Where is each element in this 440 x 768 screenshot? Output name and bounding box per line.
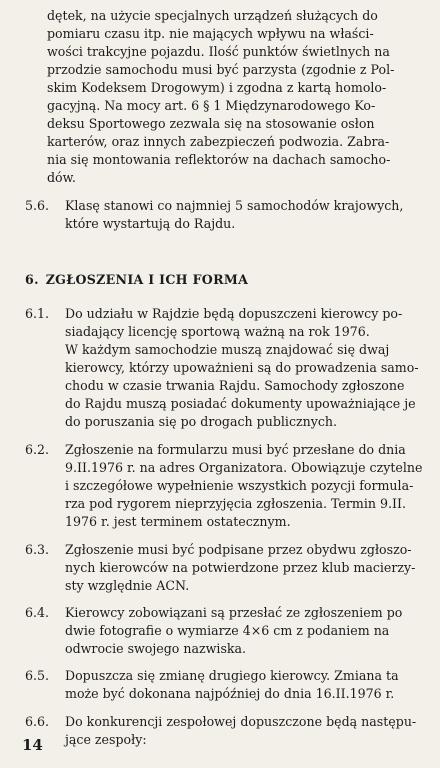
text-line: Do udziału w Rajdzie będą dopuszczeni kierowcy po-: [65, 306, 403, 321]
clause-number: 6.2.: [25, 442, 50, 457]
text-line: odwrocie swojego nazwiska.: [65, 641, 247, 656]
section-heading: [25, 272, 248, 287]
text-line: karterów, oraz innych zabezpieczeń podwozia. Zabra-: [47, 134, 390, 149]
clause-number: 6.1.: [25, 306, 50, 321]
text-line: siadający licencję sportową ważną na rok 1976.: [65, 324, 370, 339]
clause-number: 6.4.: [25, 605, 50, 620]
clause-number: 5.6.: [25, 198, 50, 213]
text-line: kierowcy, którzy upoważnieni są do prowadzenia samo-: [65, 360, 419, 375]
text-line: jące zespoły:: [65, 732, 147, 747]
text-line: dwie fotografie o wymiarze 4×6 cm z podaniem na: [65, 623, 390, 638]
text-line: które wystartują do Rajdu.: [65, 216, 236, 231]
text-line: wości trakcyjne pojazdu. Ilość punktów świetlnych na: [47, 44, 390, 59]
text-line: może być dokonana najpóźniej do dnia 16.II.1976 r.: [65, 686, 395, 701]
text-line: Do konkurencji zespołowej dopuszczone będą następu-: [65, 714, 417, 729]
clause-number: 6.6.: [25, 714, 50, 729]
text-line: skim Kodeksem Drogowym) i zgodna z kartą homolo-: [47, 80, 387, 95]
text-line: Klasę stanowi co najmniej 5 samochodów krajowych,: [65, 198, 404, 213]
text-line: i szczegółowe wypełnienie wszystkich pozycji formula-: [65, 478, 414, 493]
text-line: Zgłoszenie na formularzu musi być przesłane do dnia: [65, 442, 406, 457]
text-line: do Rajdu muszą posiadać dokumenty upoważniające je: [65, 396, 416, 411]
text-line: deksu Sportowego zezwala się na stosowanie osłon: [47, 116, 375, 131]
text-line: dętek, na użycie specjalnych urządzeń służących do: [47, 8, 378, 23]
text-line: pomiaru czasu itp. nie mających wpływu na właści-: [47, 26, 374, 41]
text-line: przodzie samochodu musi być parzysta (zgodnie z Pol-: [47, 62, 395, 77]
page-number: 14: [22, 736, 43, 754]
text-line: rza pod rygorem nieprzyjęcia zgłoszenia. Termin 9.II.: [65, 496, 406, 511]
text-line: chodu w czasie trwania Rajdu. Samochody zgłoszone: [65, 378, 405, 393]
clause-number: 6.5.: [25, 668, 50, 683]
text-line: do poruszania się po drogach publicznych.: [65, 414, 338, 429]
text-line: Zgłoszenie musi być podpisane przez obydwu zgłoszo-: [65, 542, 412, 557]
text-line: Kierowcy zobowiązani są przesłać ze zgłoszeniem po: [65, 605, 403, 620]
clause-number: 6.3.: [25, 542, 50, 557]
text-line: W każdym samochodzie muszą znajdować się dwaj: [65, 342, 390, 357]
text-line: Dopuszcza się zmianę drugiego kierowcy. Zmiana ta: [65, 668, 399, 683]
text-line: sty względnie ACN.: [65, 578, 190, 593]
section-title: ZGŁOSZENIA I ICH FORMA: [45, 272, 249, 287]
text-line: nia się montowania reflektorów na dachach samocho-: [47, 152, 391, 167]
section-number: 6.: [25, 272, 39, 287]
text-line: 1976 r. jest terminem ostatecznym.: [65, 514, 291, 529]
text-line: gacyjną. Na mocy art. 6 § 1 Międzynarodowego Ko-: [47, 98, 376, 113]
text-line: 9.II.1976 r. na adres Organizatora. Obowiązuje czytelne: [65, 460, 423, 475]
text-line: nych kierowców na potwierdzone przez klub macierzy-: [65, 560, 416, 575]
text-line: dów.: [47, 170, 76, 185]
